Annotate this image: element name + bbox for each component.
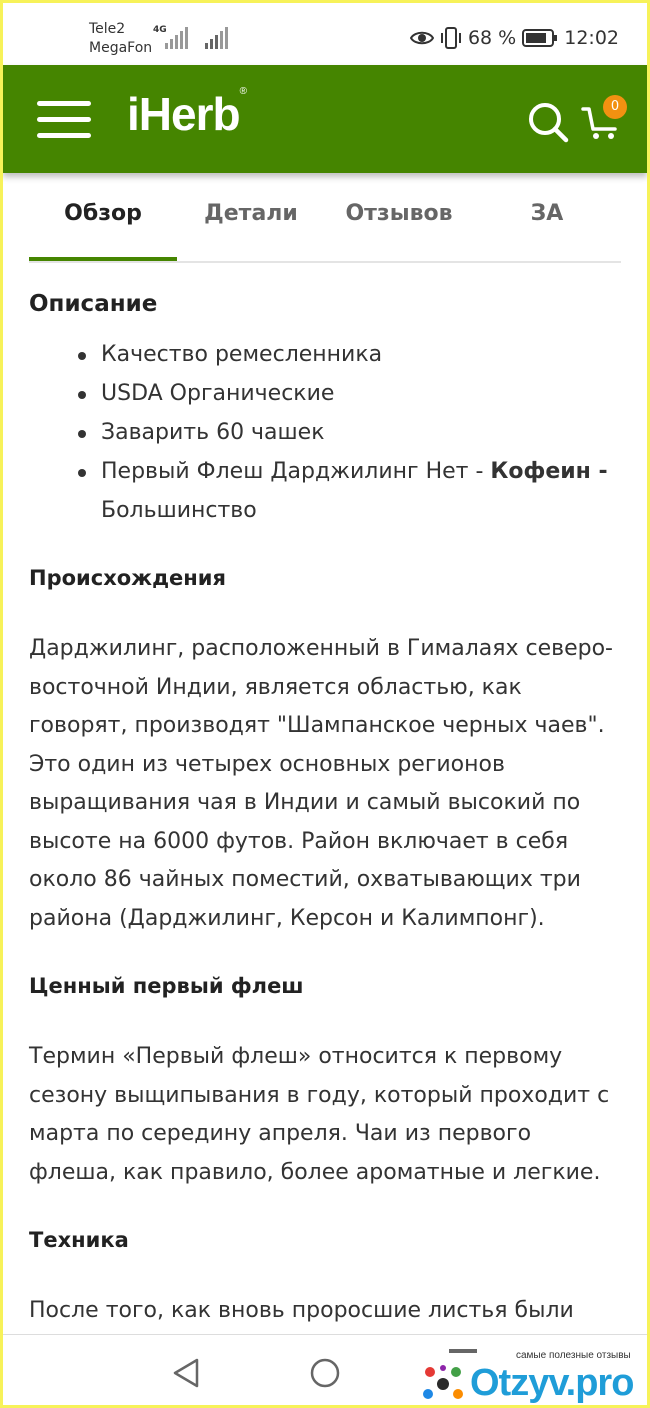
eye-icon	[410, 29, 434, 47]
tab-details[interactable]: Детали	[204, 201, 298, 226]
list-item-text-cont: Большинство	[101, 498, 257, 523]
origin-title: Происхождения	[29, 566, 226, 590]
watermark-tagline: самые полезные отзывы	[516, 1350, 631, 1361]
carrier-labels	[89, 20, 152, 58]
tab-overview[interactable]: Обзор	[64, 201, 142, 226]
list-item-text: Первый Флеш Дарджилинг Нет -	[101, 459, 491, 484]
list-item-bold: Кофеин -	[490, 459, 608, 484]
app-header	[3, 65, 647, 173]
battery-percent: 68 %	[467, 27, 517, 49]
watermark	[418, 1350, 648, 1408]
signal-icon	[153, 27, 189, 51]
battery-icon	[522, 28, 558, 48]
search-icon[interactable]	[527, 101, 569, 143]
description-title: Описание	[29, 291, 158, 317]
status-bar	[3, 3, 647, 65]
tab-reviews[interactable]: Отзывов	[345, 201, 453, 226]
vibrate-icon	[440, 27, 462, 49]
status-right	[410, 27, 619, 49]
technique-title: Техника	[29, 1228, 129, 1252]
tab-qa[interactable]: ЗА	[530, 201, 564, 226]
cart-count-badge: 0	[603, 95, 627, 119]
list-item: Качество ремесленника	[101, 335, 619, 374]
clock: 12:02	[564, 27, 619, 49]
first-flush-title: Ценный первый флеш	[29, 974, 304, 998]
network-type: 4G	[153, 25, 167, 35]
product-overview	[29, 287, 619, 1331]
origin-text: Дарджилинг, расположенный в Гималаях северо-восточной Индии, является областью, как говорят, производят "Шампанское черных чаев". Это один из четырех основных регионов выращивания чая в Индии и самый высокий по высоте на 6000 футов. Район включает в себя около 86 чайных поместий, охватывающих три района (Дарджилинг, Керсон и Калимпонг).	[29, 636, 613, 931]
technique-text: После того, как вновь проросшие листья были	[29, 1298, 574, 1323]
watermark-name: Otzyv.pro	[470, 1362, 634, 1404]
screen	[3, 3, 647, 1405]
back-icon[interactable]	[171, 1357, 201, 1389]
signal-icon-2	[203, 27, 229, 51]
description-list	[29, 335, 619, 530]
iherb-logo[interactable]	[127, 87, 246, 141]
carrier-1: Tele2	[89, 21, 126, 37]
active-tab-indicator	[29, 257, 177, 261]
hamburger-menu-icon[interactable]	[37, 101, 91, 141]
list-item	[101, 452, 619, 530]
watermark-logo-icon	[420, 1362, 466, 1406]
carrier-2: MegaFon	[89, 40, 153, 56]
list-item: Заварить 60 чашек	[101, 413, 619, 452]
registered-mark: ®	[239, 85, 246, 97]
first-flush-text: Термин «Первый флеш» относится к первому сезону выщипывания в году, который проходит с марта по середину апреля. Чаи из первого флеша, как правило, более ароматные и легкие.	[29, 1044, 610, 1185]
logo-text: iHerb	[127, 88, 240, 140]
home-icon[interactable]	[309, 1357, 341, 1389]
list-item: USDA Органические	[101, 374, 619, 413]
product-tabs	[29, 173, 621, 263]
